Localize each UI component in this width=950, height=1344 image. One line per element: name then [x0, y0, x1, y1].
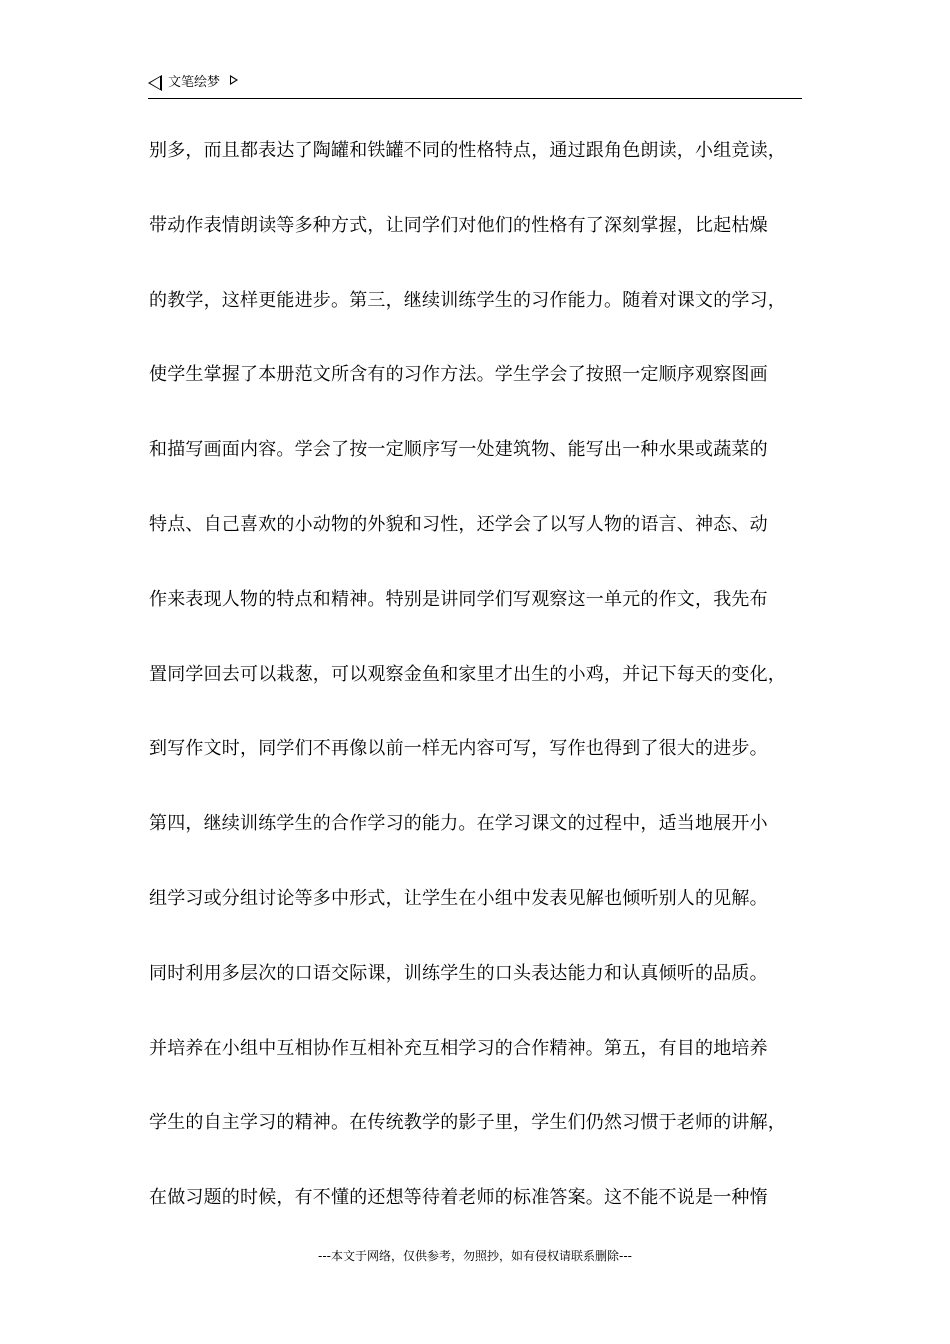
body-line: 特点、自己喜欢的小动物的外貌和习性，还学会了以写人物的语言、神态、动	[149, 513, 768, 535]
body-line: 第四，继续训练学生的合作学习的能力。在学习课文的过程中，适当地展开小	[149, 813, 768, 835]
body-line: 组学习或分组讨论等多中形式，让学生在小组中发表见解也倾听别人的见解。	[149, 887, 768, 909]
body-line: 的教学，这样更能进步。第三，继续训练学生的习作能力。随着对课文的学习，	[149, 289, 786, 311]
body-line: 和描写画面内容。学会了按一定顺序写一处建筑物、能写出一种水果或蔬菜的	[149, 439, 768, 461]
page-footer: ---本文于网络，仅供参考，勿照抄，如有侵权请联系删除---	[318, 1249, 632, 1263]
triangle-left-icon	[148, 75, 162, 91]
body-line: 别多，而且都表达了陶罐和铁罐不同的性格特点，通过跟角色朗读，小组竞读，	[149, 140, 786, 161]
body-line: 到写作文时，同学们不再像以前一样无内容可写，写作也得到了很大的进步。	[149, 738, 768, 760]
body-line: 学生的自主学习的精神。在传统教学的影子里，学生们仍然习惯于老师的讲解，	[149, 1112, 786, 1134]
body-text	[149, 133, 829, 1255]
body-line: 作来表现人物的特点和精神。特别是讲同学们写观察这一单元的作文，我先布	[149, 588, 768, 610]
triangle-right-icon	[230, 75, 238, 85]
body-line: 在做习题的时候，有不懂的还想等待着老师的标准答案。这不能不说是一种惰	[149, 1187, 768, 1209]
body-line: 同时利用多层次的口语交际课，训练学生的口头表达能力和认真倾听的品质。	[149, 962, 768, 984]
body-line: 带动作表情朗读等多种方式，让同学们对他们的性格有了深刻掌握，比起枯燥	[149, 214, 768, 236]
page-header	[148, 72, 802, 99]
header-title: 文笔绘梦	[168, 75, 221, 90]
body-line: 使学生掌握了本册范文所含有的习作方法。学生学会了按照一定顺序观察图画	[149, 364, 768, 386]
header-title-row	[148, 74, 238, 92]
body-line: 并培养在小组中互相协作互相补充互相学习的合作精神。第五，有目的地培养	[149, 1037, 768, 1059]
body-line: 置同学回去可以栽葱，可以观察金鱼和家里才出生的小鸡，并记下每天的变化，	[149, 663, 786, 685]
